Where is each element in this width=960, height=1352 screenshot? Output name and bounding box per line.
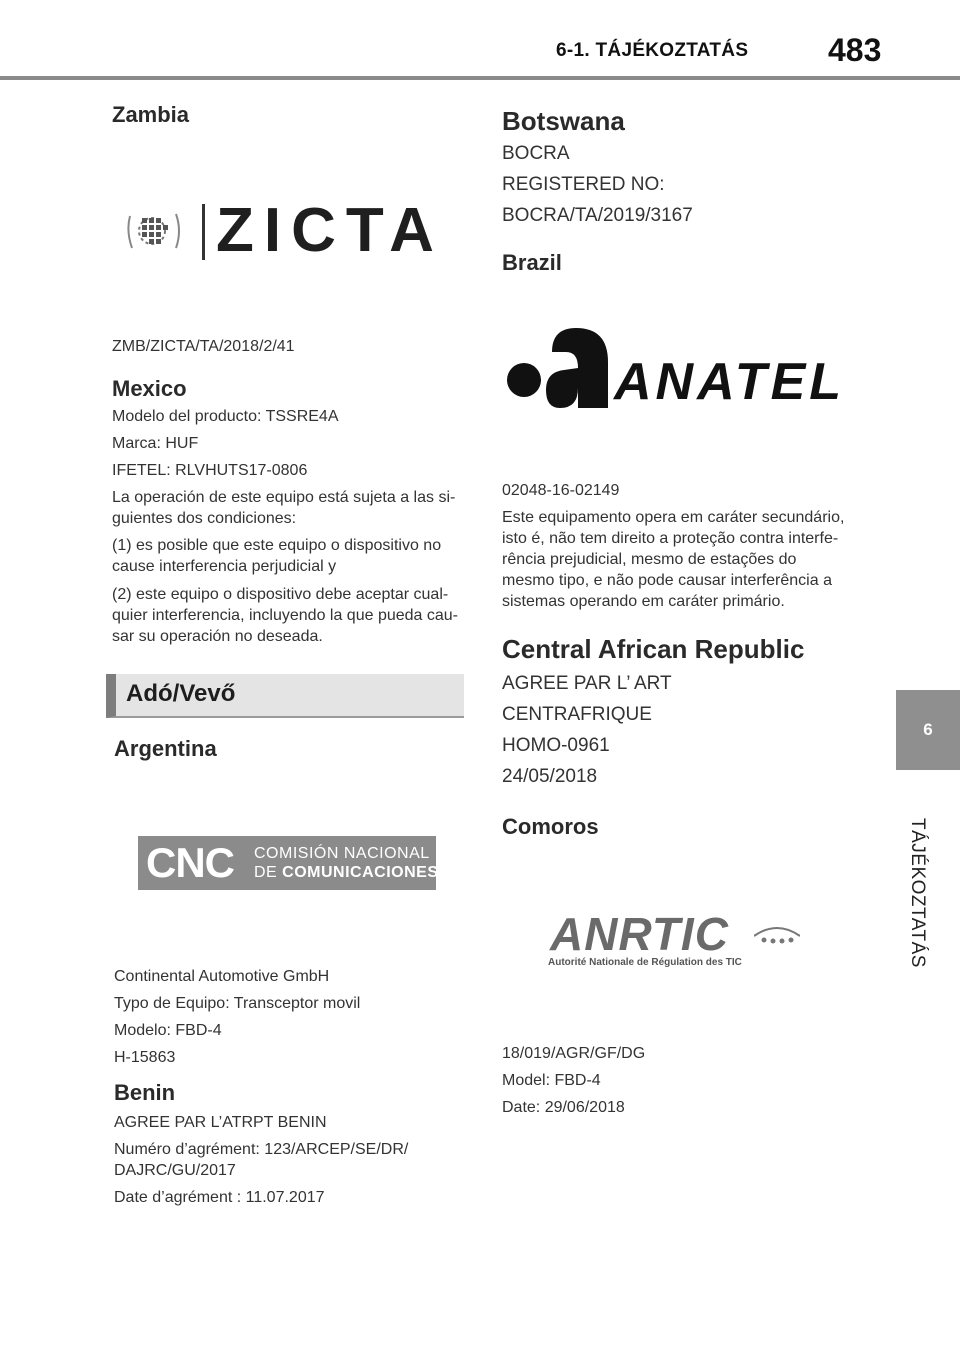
botswana-line: BOCRA/TA/2019/3167 [502, 205, 693, 226]
brazil-code: 02048-16-02149 [502, 482, 620, 499]
argentina-line: H-15863 [114, 1049, 176, 1066]
mexico-line: Marca: HUF [112, 435, 199, 452]
zambia-heading: Zambia [112, 102, 190, 127]
brazil-text: Este equipamento opera em caráter secundário, isto é, não tem direito a proteção contra interfe-rência prejudicial, mesmo de estações do mesmo tipo, e não pode causar interferência a sistemas operando em caráter primário. [502, 509, 845, 610]
comoros-heading: Comoros [502, 814, 599, 839]
chapter-number: 6 [923, 720, 933, 739]
car-heading: Central African Republic [502, 634, 805, 664]
benin-line: Date d’agrément : 11.07.2017 [114, 1189, 325, 1206]
car-line: CENTRAFRIQUE [502, 704, 652, 725]
benin-line: AGREE PAR L’ATRPT BENIN [114, 1114, 327, 1131]
page-number: 483 [828, 32, 882, 68]
zicta-wordmark: ZICTA [216, 196, 444, 265]
botswana-line: BOCRA [502, 143, 570, 164]
anrtic-caption: Autorité Nationale de Régulation des TIC [548, 957, 742, 968]
cnc-logo-line1: COMISIÓN NACIONAL [254, 845, 430, 862]
car-line: AGREE PAR L’ ART [502, 673, 672, 694]
benin-line: Numéro d’agrément: 123/ARCEP/SE/DR/ DAJRC/GU/2017 [114, 1141, 409, 1179]
mexico-line: IFETEL: RLVHUTS17-0806 [112, 462, 308, 479]
anrtic-wordmark: ANRTIC [550, 908, 729, 960]
header-rule [0, 76, 960, 80]
zicta-logo [124, 196, 444, 266]
mexico-line: La operación de este equipo está sujeta a las si-guientes dos condiciones: [112, 489, 456, 527]
cnc-logo [138, 836, 439, 890]
comoros-line: Date: 29/06/2018 [502, 1099, 625, 1116]
zambia-code: ZMB/ZICTA/TA/2018/2/41 [112, 338, 295, 355]
car-line: HOMO-0961 [502, 735, 610, 756]
chapter-vertical-label: TÁJÉKOZTATÁS [907, 818, 928, 968]
mexico-heading: Mexico [112, 376, 187, 401]
comoros-line: Model: FBD-4 [502, 1072, 601, 1089]
argentina-heading: Argentina [114, 736, 217, 761]
comoros-line: 18/019/AGR/GF/DG [502, 1045, 646, 1062]
mexico-line: (1) es posible que este equipo o dispositivo no cause interferencia perjudicial y [112, 537, 442, 575]
botswana-heading: Botswana [502, 106, 625, 136]
cnc-logo-line2-bold: COMUNICACIONES [282, 864, 439, 881]
anatel-wordmark: ANATEL [614, 353, 846, 411]
mexico-line: (2) este equipo o dispositivo debe aceptar cual-quier interferencia, incluyendo la que pueda cau-sar su operación no deseada. [112, 586, 459, 645]
anatel-logo [504, 322, 846, 412]
anatel-emblem-icon [504, 322, 614, 412]
cnc-logo-line2-prefix: DE [254, 864, 283, 881]
chapter-tab[interactable] [896, 690, 960, 770]
cnc-logo-mark: CNC [146, 839, 234, 886]
argentina-line: Typo de Equipo: Transceptor movil [114, 995, 361, 1012]
mexico-line: Modelo del producto: TSSRE4A [112, 408, 339, 425]
running-header-title: 6-1. TÁJÉKOZTATÁS [556, 40, 749, 61]
cnc-logo-line2 [254, 864, 439, 882]
section-bar-label: Adó/Vevő [126, 680, 236, 707]
argentina-line: Modelo: FBD-4 [114, 1022, 222, 1039]
benin-heading: Benin [114, 1080, 176, 1105]
stars-icon [754, 924, 800, 948]
car-line: 24/05/2018 [502, 766, 598, 787]
botswana-line: REGISTERED NO: [502, 174, 665, 195]
brazil-heading: Brazil [502, 250, 562, 275]
anrtic-logo [546, 910, 802, 972]
section-bar-transceiver [106, 674, 464, 718]
argentina-line: Continental Automotive GmbH [114, 968, 330, 985]
